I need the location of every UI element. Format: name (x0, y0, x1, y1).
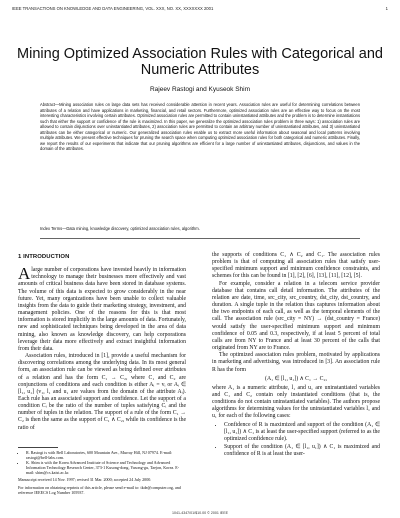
body-paragraph-2: For example, consider a relation in a telecom service provider database that contains call detail information. The attributes of the relation are date, time, src_city, src_country, dst_city, dst_country, and duration. A single tuple in the relation thus captures information about the two endpoints of each call, as well as the temporal elements of the call. The association rule (src_city = NY) → (dst_country = France) would satisfy the user-specified minimum support and minimum confidence of 0.05 and 0.3, respectively, if at least 5 percent of total calls are from NY to France and at least 30 percent of the calls that originated from NY are to France. (212, 280, 380, 352)
body-paragraph-1: the supports of conditions C₁ ∧ C₂ and C₁. The association rules problem is that of computing all association rules that satisfy user-specified minimum support and minimum confidence constraints, and schemes for this can be found in [1], [2], [6], [13], [11], [12], [5]. (212, 252, 380, 280)
list-item: • Confidence of R is maximized and support of the condition (A₁ ∈ [l₁, u₁]) ∧ C₁ is at least the user-specified support (referred to as the optimized confidence rule). (224, 422, 380, 443)
running-header (12, 6, 388, 12)
footnote-reprints: For information on obtaining reprints of this article, please send e-mail to: tkde@computer.org, and reference IEEECS Log Number 105937. (18, 484, 181, 495)
body-paragraph-4: where A₁ is a numeric attribute, l₁ and u₁ are uninstantiated variables and C₁ and C₂ contain only instantiated conditions (that is, the conditions do not contain uninstantiated variables). The authors propose algorithms for determining values for the uninstantiated variables l₁ and u₁ for each of the following cases: (212, 384, 380, 420)
body-paragraph-3: The optimized association rules problem, motivated by applications in marketing and advertising, was introduced in [3]. An association rule R has the form (212, 352, 380, 373)
abstract: Abstract—Mining association rules on large data sets has received considerable attention in recent years. Association rules are useful for determining correlations between attributes of a relation and have applications in marketing, financial, and retail sectors. Furthermore, optimized association rules are an effective way to focus on the most interesting characteristics involving certain attributes. Optimized association rules are permitted to contain uninstantiated attributes and the problem is to determine instantiations such that either the support or confidence of the rule is maximized. In this paper, we generalize the optimized association rules problem in three ways: 1) association rules are allowed to contain disjunctions over uninstantiated attributes, 2) association rules are permitted to contain an arbitrary number of uninstantiated attributes, and 3) uninstantiated attributes can be either categorical or numeric. Our generalized association rules enable us to extract more useful information about seasonal and local patterns involving multiple attributes. We present effective techniques for pruning the search space when computing optimized association rules for both categorical and numeric attributes. Finally, we report the results of our experiments that indicate that our pruning algorithms are efficient for a large number of uninstantiated attributes, disjunctions, and values in the domain of the attributes. (40, 102, 360, 152)
footnotes (18, 447, 186, 495)
case-list (212, 422, 380, 459)
equation: (A₁ ∈ [l₁, u₁]) ∧ C₁ → C₂, (265, 375, 327, 382)
paper-authors: Rajeev Rastogi and Kyuseok Shim (149, 86, 251, 93)
index-terms: Index Terms—Data mining, knowledge discovery, optimized association rules, algorithm. (40, 226, 200, 231)
footnote-received: Manuscript received 14 Nov. 1997; revised 31 Mar. 2000; accepted 24 July 2000. (18, 477, 152, 483)
footnote-affiliation-1: • R. Rastogi is with Bell Laboratories, 600 Mountain Ave., Murray Hill, NJ 07974. E-mail: rastogi@bell-labs.com. (26, 450, 186, 460)
list-item: • Support of the condition (A₁ ∈ [l₁, u₁]) ∧ C₁ is maximized and confidence of R is at least the user- (224, 444, 380, 458)
paper-title: Mining Optimized Association Rules with Categorical and Numeric Attributes (17, 46, 383, 78)
section-heading: 1 INTRODUCTION (18, 254, 70, 260)
left-column (18, 254, 186, 432)
footnote-affiliation-2: • K. Shim is with the Korea Advanced Institute of Science and Technology and Advanced Information Technology Research Center, 373-1 Kusong-dong, Yusong-gu, Taejon, Korea. E-mail: shim@cs.kaist.ac.kr. (26, 460, 186, 475)
right-column (212, 252, 380, 459)
intro-paragraph-2: Association rules, introduced in [1], provide a useful mechanism for discovering correlations among the underlying data. In its most general form, an association rule can be viewed as being defined over attributes of a relation and has the form C₁ → C₂, where C₁ and C₂ are conjunctions of conditions and each condition is either Aᵢ = vᵢ or Aᵢ ∈ [l₁, u₁] (v₁, l₁ and u₁ are values from the domain of the attribute Aᵢ). Each rule has an associated support and confidence. Let the support of a condition Cᵢ be the ratio of the number of tuples satisfying Cᵢ and the number of tuples in the relation. The support of a rule of the form C₁ → C₂ is then the same as the support of C₁ ∧ C₂, while its confidence is the ratio of (18, 353, 186, 431)
journal-header: IEEE TRANSACTIONS ON KNOWLEDGE AND DATA ENGINEERING, VOL. XXX, NO. XX, XXXXXXX 2001 (12, 6, 214, 11)
footnote-rule (18, 447, 58, 448)
copyright-line: 1041-4347/01/$10.00 © 2001 IEEE (172, 511, 228, 515)
intro-paragraph-1: Alarge number of corporations have invested heavily in information technology to manage their businesses more effectively and vast amounts of critical business data have been stored in database systems. The volume of this data is expected to grow considerably in the near future. Yet, many organizations have been unable to collect valuable insights from the data to guide their marketing strategy, investment, and management policies. One of the reasons for this is that most information is stored implicitly in the large amounts of data. Fortunately, new and sophisticated techniques being developed in the area of data mining, also known as knowledge discovery, can help corporations leverage their data more effectively and extract insightful information from their data. (18, 264, 186, 352)
divider (40, 238, 360, 239)
drop-cap: A (18, 264, 31, 284)
page-number: 1 (385, 6, 388, 11)
